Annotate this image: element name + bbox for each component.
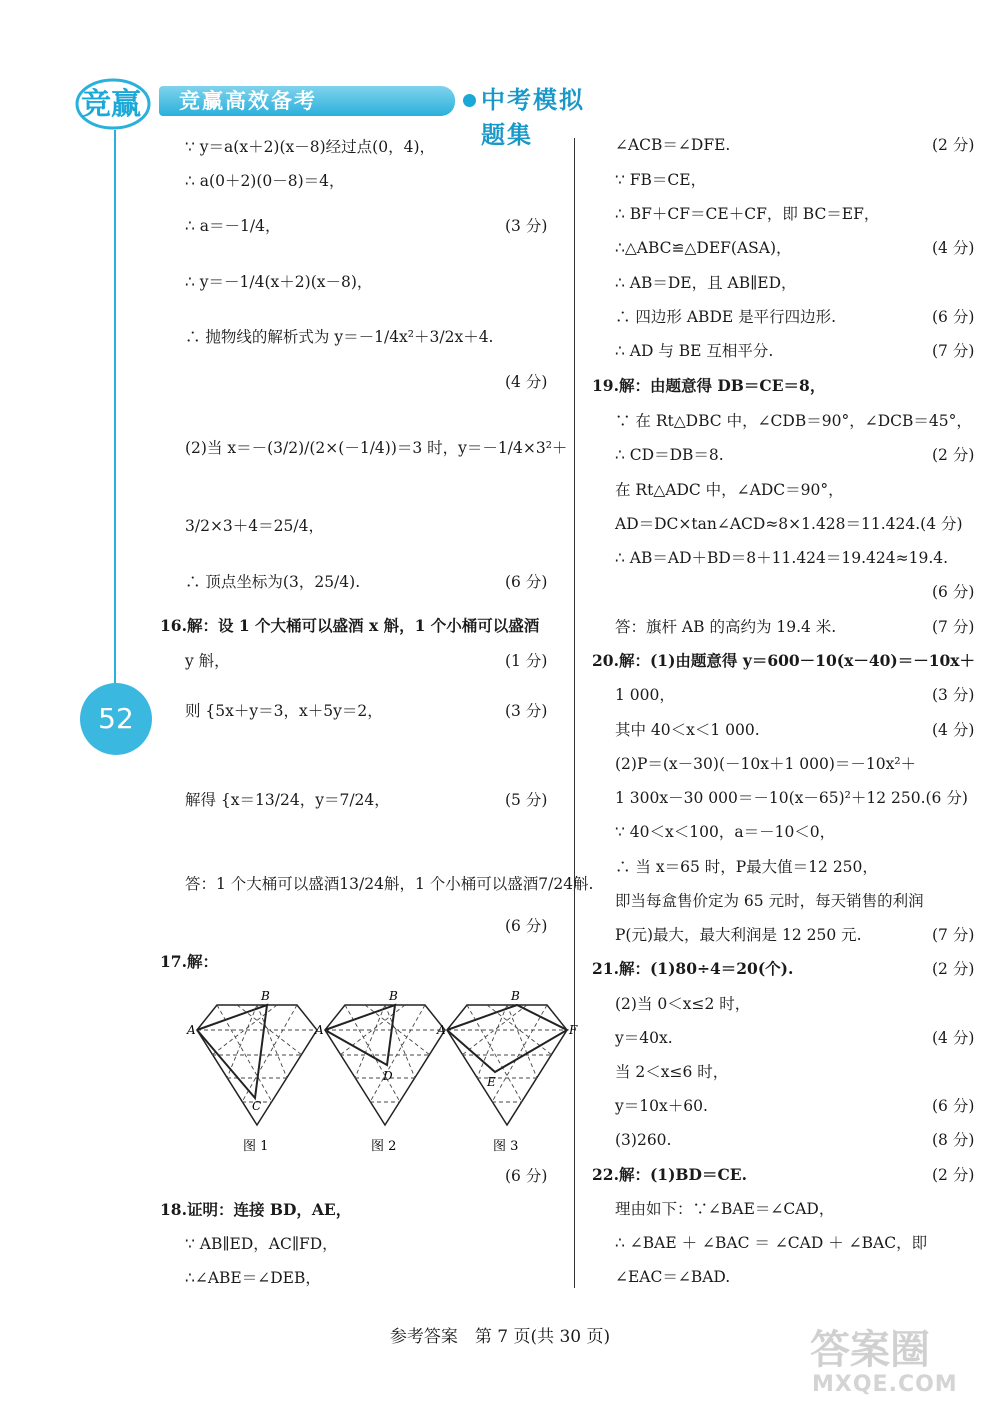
score-mark: (6 分) bbox=[932, 308, 975, 326]
answer-line: (2)P＝(x－30)(－10x＋1 000)＝－10x²＋ bbox=[615, 755, 917, 773]
margin-line bbox=[114, 130, 116, 700]
score-mark: (6 分) bbox=[505, 573, 548, 591]
score-mark: (2 分) bbox=[932, 1166, 975, 1184]
score-mark: (7 分) bbox=[932, 342, 975, 360]
answer-line: 其中 40＜x＜1 000. bbox=[615, 721, 760, 739]
score-mark: (3 分) bbox=[505, 217, 548, 235]
answer-line: ∴△ABC≌△DEF(ASA)， bbox=[615, 239, 792, 257]
score-mark: (6 分) bbox=[932, 1097, 975, 1115]
figure-1 bbox=[186, 989, 317, 1154]
watermark-url: MXQE.COM bbox=[812, 1372, 958, 1397]
answer-line: 答：1 个大桶可以盛酒13/24斛，1 个小桶可以盛酒7/24斛. bbox=[185, 875, 594, 893]
q17-figure bbox=[185, 985, 578, 1155]
label-a: A bbox=[187, 1023, 196, 1037]
answer-line: (3)260. bbox=[615, 1131, 672, 1149]
answer-line: ∴ AD 与 BE 互相平分. bbox=[615, 342, 774, 360]
answer-line: ∴ 当 x＝65 时，P最大值＝12 250， bbox=[615, 858, 878, 876]
answer-line: ∵ AB∥ED，AC∥FD， bbox=[185, 1235, 338, 1253]
answer-line: ∴ AB＝DE，且 AB∥ED， bbox=[615, 274, 797, 292]
answer-line: 理由如下：∵∠BAE＝∠CAD， bbox=[615, 1200, 835, 1218]
label-b: B bbox=[389, 989, 398, 1003]
score-mark: (1 分) bbox=[505, 652, 548, 670]
score-mark: (6 分) bbox=[505, 1167, 548, 1185]
figure-2 bbox=[314, 989, 445, 1154]
answer-line: ∴ CD＝DB＝8. bbox=[615, 446, 724, 464]
answer-line: 即当每盒售价定为 65 元时，每天销售的利润 bbox=[615, 892, 924, 910]
answer-line: 在 Rt△ADC 中，∠ADC＝90°， bbox=[615, 481, 844, 499]
answer-line: 1 000， bbox=[615, 686, 675, 704]
label-d: D bbox=[383, 1069, 393, 1083]
label-a: A bbox=[437, 1023, 446, 1037]
answer-line: 16.解：设 1 个大桶可以盛酒 x 斛，1 个小桶可以盛酒 bbox=[160, 616, 540, 635]
score-mark: (4 分) bbox=[932, 721, 975, 739]
answer-line: ∵ FB＝CE， bbox=[615, 171, 707, 189]
page-number-badge: 52 bbox=[80, 683, 152, 755]
answer-line: (2)当 0＜x≤2 时， bbox=[615, 995, 751, 1013]
score-mark: (4 分) bbox=[932, 239, 975, 257]
answer-line: ∴ a＝－1/4， bbox=[185, 217, 281, 235]
logo-text: 竞赢 bbox=[81, 87, 141, 122]
answer-line: 19.解：由题意得 DB＝CE＝8， bbox=[592, 376, 826, 395]
score-mark: (2 分) bbox=[932, 960, 975, 978]
answer-line: ∵ 40＜x＜100，a＝－10＜0， bbox=[615, 823, 836, 841]
score-mark: (7 分) bbox=[932, 618, 975, 636]
answer-line: 当 2＜x≤6 时， bbox=[615, 1063, 729, 1081]
answer-line: 3/2×3＋4＝25/4， bbox=[185, 517, 324, 535]
answer-line: 22.解：(1)BD＝CE. bbox=[592, 1165, 748, 1184]
answer-line: 21.解：(1)80÷4＝20(个). bbox=[592, 959, 794, 978]
page-footer: 参考答案 第 7 页(共 30 页) bbox=[389, 1327, 611, 1347]
caption-2: 图 2 bbox=[371, 1139, 397, 1154]
answer-line: P(元)最大，最大利润是 12 250 元. bbox=[615, 926, 862, 944]
brand-logo-icon bbox=[75, 72, 165, 132]
score-mark: (3 分) bbox=[932, 686, 975, 704]
score-mark: (2 分) bbox=[932, 446, 975, 464]
label-a: A bbox=[315, 1023, 324, 1037]
answer-line: 答：旗杆 AB 的高约为 19.4 米. bbox=[615, 618, 837, 636]
answer-line: y 斛， bbox=[185, 652, 230, 670]
score-mark: (6 分) bbox=[932, 583, 975, 601]
book-subtitle: 中考模拟题集 bbox=[481, 86, 585, 149]
series-banner: 竞赢高效备考 bbox=[159, 86, 455, 116]
answer-line: ∴ 抛物线的解析式为 y＝－1/4x²＋3/2x＋4. bbox=[185, 328, 494, 346]
bullet-icon bbox=[463, 94, 476, 107]
watermark-logo: 答案圈 bbox=[810, 1327, 930, 1373]
answer-line: (2)当 x＝－(3/2)/(2×(－1/4))＝3 时，y＝－1/4×3²＋ bbox=[185, 439, 568, 457]
label-f: F bbox=[569, 1023, 578, 1037]
label-b: B bbox=[511, 989, 520, 1003]
score-mark: (4 分) bbox=[932, 1029, 975, 1047]
answer-line: 解得 {x＝13/24，y＝7/24， bbox=[185, 791, 390, 809]
caption-1: 图 1 bbox=[243, 1139, 269, 1154]
answer-line: ∴ AB＝AD＋BD＝8＋11.424＝19.424≈19.4. bbox=[615, 549, 949, 567]
answer-line: ∴ y＝－1/4(x＋2)(x－8)， bbox=[185, 273, 373, 291]
answer-line: ∵ 在 Rt△DBC 中，∠CDB＝90°，∠DCB＝45°， bbox=[615, 412, 972, 430]
score-mark: (5 分) bbox=[505, 791, 548, 809]
label-c: C bbox=[252, 1099, 262, 1113]
answer-line: ∴ ∠BAE ＋ ∠BAC ＝ ∠CAD ＋ ∠BAC，即 bbox=[615, 1234, 928, 1252]
answer-line: 则 {5x＋y＝3，x＋5y＝2， bbox=[185, 702, 383, 720]
score-mark: (8 分) bbox=[932, 1131, 975, 1149]
answer-line: ∴ 顶点坐标为(3，25/4). bbox=[185, 573, 361, 591]
score-mark: (6 分) bbox=[505, 917, 548, 935]
score-mark: (3 分) bbox=[505, 702, 548, 720]
label-e: E bbox=[487, 1075, 496, 1089]
label-b: B bbox=[261, 989, 270, 1003]
answer-line: y＝10x＋60. bbox=[615, 1097, 708, 1115]
score-mark: (7 分) bbox=[932, 926, 975, 944]
score-mark: (2 分) bbox=[932, 136, 975, 154]
answer-line: 20.解：(1)由题意得 y＝600－10(x－40)＝－10x＋ bbox=[592, 651, 976, 670]
answer-line: ∴ 四边形 ABDE 是平行四边形. bbox=[615, 308, 837, 326]
answer-line: ∠EAC＝∠BAD. bbox=[615, 1268, 731, 1286]
figure-3 bbox=[436, 989, 578, 1154]
answer-line: ∴∠ABE＝∠DEB， bbox=[185, 1269, 321, 1287]
answer-line: 17.解： bbox=[160, 952, 218, 971]
answer-line: 18.证明：连接 BD，AE， bbox=[160, 1200, 352, 1219]
score-mark: (4 分) bbox=[505, 373, 548, 391]
answer-line: AD＝DC×tan∠ACD≈8×1.428＝11.424.(4 分) bbox=[615, 515, 963, 533]
answer-line: y＝40x. bbox=[615, 1029, 673, 1047]
answer-line: ∴ BF＋CF＝CE＋CF，即 BC＝EF， bbox=[615, 205, 880, 223]
answer-line: 1 300x－30 000＝－10(x－65)²＋12 250.(6 分) bbox=[615, 789, 968, 807]
answer-line: ∴ a(0＋2)(0－8)＝4， bbox=[185, 172, 345, 190]
caption-3: 图 3 bbox=[493, 1139, 519, 1154]
answer-line: ∵ y＝a(x＋2)(x－8)经过点(0，4)， bbox=[185, 138, 435, 156]
answer-line: ∠ACB＝∠DFE. bbox=[615, 136, 731, 154]
